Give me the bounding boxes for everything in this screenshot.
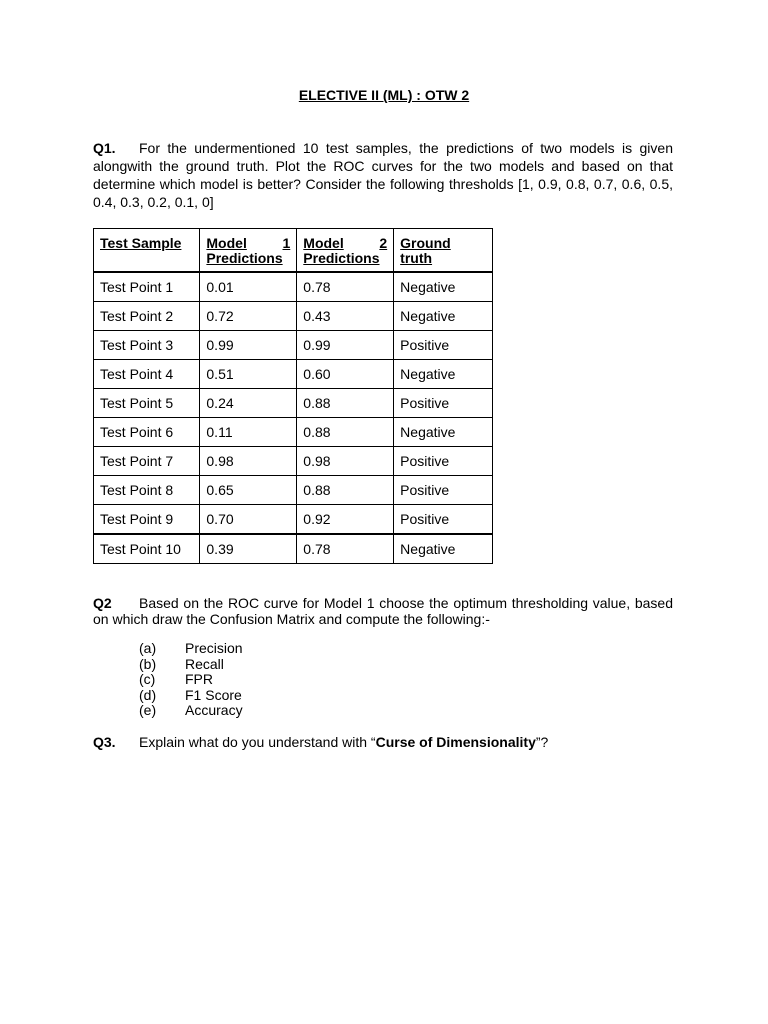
cell-model1: 0.72 (200, 301, 297, 330)
list-item-label: (b) (139, 655, 157, 672)
question-1-text: For the undermentioned 10 test samples, the predictions of two models is given alongwith the ground truth. Plot the ROC curves for the two models and based on that determine which model is better? Consider the following thresholds [1, 0.9, 0.8, 0.7, 0.6, 0.5, 0.4, 0.3, 0.2, 0.1, 0] (93, 140, 673, 210)
table-row (94, 359, 493, 388)
table-row (94, 446, 493, 475)
table-row (94, 417, 493, 446)
cell-ground-truth: Positive (394, 504, 493, 534)
question-3-emphasis: Curse of Dimensionality (375, 734, 536, 750)
cell-model1: 0.01 (200, 272, 297, 302)
question-2 (93, 595, 673, 627)
list-item-text: FPR (185, 671, 213, 688)
list-item (139, 672, 243, 688)
cell-model2: 0.43 (297, 301, 394, 330)
list-item (139, 641, 243, 657)
cell-test-sample: Test Point 3 (94, 330, 200, 359)
list-item-text: Recall (185, 655, 224, 672)
cell-model2: 0.99 (297, 330, 394, 359)
cell-test-sample: Test Point 1 (94, 272, 200, 302)
cell-model1: 0.39 (200, 534, 297, 564)
question-3-number: Q3. (93, 734, 116, 750)
list-item-label: (c) (139, 671, 156, 688)
table-row (94, 330, 493, 359)
table-row (94, 388, 493, 417)
table-row (94, 534, 493, 564)
cell-model2: 0.60 (297, 359, 394, 388)
question-2-text: Based on the ROC curve for Model 1 choose the optimum thresholding value, based on which draw the Confusion Matrix and compute the following:- (93, 595, 673, 627)
cell-model2: 0.78 (297, 272, 394, 302)
cell-test-sample: Test Point 8 (94, 475, 200, 504)
header-test-sample: Test Sample (94, 229, 200, 272)
header-model1-predictions: Model 1 Predictions (200, 229, 297, 272)
cell-ground-truth: Positive (394, 330, 493, 359)
cell-model2: 0.92 (297, 504, 394, 534)
cell-ground-truth: Positive (394, 388, 493, 417)
question-3-text-end: ”? (535, 734, 549, 750)
cell-model2: 0.88 (297, 475, 394, 504)
list-item-text: Precision (185, 640, 243, 656)
cell-ground-truth: Positive (394, 475, 493, 504)
table-row (94, 475, 493, 504)
cell-ground-truth: Negative (394, 359, 493, 388)
table-header-row (94, 229, 493, 272)
cell-test-sample: Test Point 4 (94, 359, 200, 388)
table-row (94, 504, 493, 534)
cell-model2: 0.78 (297, 534, 394, 564)
cell-test-sample: Test Point 10 (94, 534, 200, 564)
list-item (139, 657, 243, 673)
cell-model2: 0.88 (297, 388, 394, 417)
cell-ground-truth: Positive (394, 446, 493, 475)
list-item-label: (e) (139, 702, 157, 719)
predictions-table (93, 228, 493, 564)
question-1 (93, 139, 673, 211)
question-3-text: Explain what do you understand with “ (139, 734, 376, 750)
cell-model1: 0.65 (200, 475, 297, 504)
table-row (94, 301, 493, 330)
cell-test-sample: Test Point 7 (94, 446, 200, 475)
list-item-label: (d) (139, 686, 157, 703)
cell-test-sample: Test Point 6 (94, 417, 200, 446)
cell-ground-truth: Negative (394, 534, 493, 564)
cell-ground-truth: Negative (394, 417, 493, 446)
list-item-label: (a) (139, 640, 157, 656)
cell-test-sample: Test Point 9 (94, 504, 200, 534)
cell-model2: 0.98 (297, 446, 394, 475)
table-row (94, 272, 493, 302)
cell-test-sample: Test Point 5 (94, 388, 200, 417)
list-item-text: Accuracy (185, 702, 243, 719)
question-2-list (139, 641, 243, 719)
question-2-number: Q2 (93, 595, 112, 611)
page-title: ELECTIVE II (ML) : OTW 2 (298, 87, 470, 103)
cell-model1: 0.70 (200, 504, 297, 534)
cell-model1: 0.51 (200, 359, 297, 388)
cell-model1: 0.99 (200, 330, 297, 359)
cell-model1: 0.11 (200, 417, 297, 446)
list-item (139, 688, 243, 704)
header-ground-truth: Ground truth (394, 229, 493, 272)
list-item (139, 703, 243, 719)
cell-model1: 0.24 (200, 388, 297, 417)
cell-model2: 0.88 (297, 417, 394, 446)
cell-test-sample: Test Point 2 (94, 301, 200, 330)
cell-model1: 0.98 (200, 446, 297, 475)
cell-ground-truth: Negative (394, 272, 493, 302)
question-3 (93, 734, 673, 750)
header-model2-predictions: Model 2 Predictions (297, 229, 394, 272)
list-item-text: F1 Score (185, 686, 242, 703)
cell-ground-truth: Negative (394, 301, 493, 330)
question-1-number: Q1. (93, 140, 116, 156)
